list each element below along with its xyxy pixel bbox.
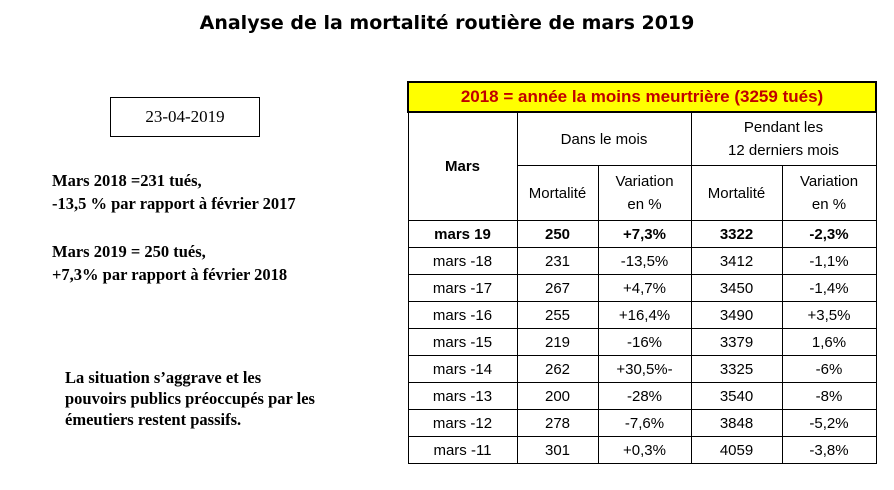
cell-var12: -1,1% — [782, 248, 876, 275]
cell-mort: 200 — [517, 383, 598, 410]
col-group-12-line1: Pendant les — [743, 119, 824, 136]
cell-label: mars 19 — [408, 221, 517, 248]
summary-2019 — [52, 240, 287, 286]
col-header-variation — [598, 166, 691, 221]
cell-var: +0,3% — [598, 437, 691, 464]
summary-2019-line: Mars 2019 = 250 tués, — [52, 242, 206, 261]
cell-label: mars -14 — [408, 356, 517, 383]
table-banner-row — [408, 82, 876, 112]
table-banner: 2018 = année la moins meurtrière (3259 tués) — [408, 82, 876, 112]
summary-2019-line: +7,3% par rapport à février 2018 — [52, 265, 288, 284]
cell-label: mars -16 — [408, 302, 517, 329]
cell-mort12: 3848 — [691, 410, 782, 437]
cell-var12: -8% — [782, 383, 876, 410]
table-row — [408, 275, 876, 302]
summary-2018-line: -13,5 % par rapport à février 2017 — [52, 194, 296, 213]
cell-label: mars -12 — [408, 410, 517, 437]
cell-mort12: 3540 — [691, 383, 782, 410]
cell-var12: -3,8% — [782, 437, 876, 464]
cell-mort12: 3412 — [691, 248, 782, 275]
cell-var12: -1,4% — [782, 275, 876, 302]
cell-label: mars -17 — [408, 275, 517, 302]
table-row — [408, 383, 876, 410]
col-group-month: Dans le mois — [517, 112, 691, 166]
cell-var12: -5,2% — [782, 410, 876, 437]
table-row — [408, 329, 876, 356]
cell-label: mars -13 — [408, 383, 517, 410]
cell-mort12: 3325 — [691, 356, 782, 383]
col-header-mortalite-12: Mortalité — [691, 166, 782, 221]
cell-mort: 255 — [517, 302, 598, 329]
col-header-mortalite: Mortalité — [517, 166, 598, 221]
col-header-variation-12 — [782, 166, 876, 221]
variation-12-line1: Variation — [799, 173, 859, 190]
cell-mort: 231 — [517, 248, 598, 275]
cell-var: +30,5%- — [598, 356, 691, 383]
cell-mort: 267 — [517, 275, 598, 302]
cell-mort12: 3490 — [691, 302, 782, 329]
cell-mort: 262 — [517, 356, 598, 383]
variation-12-line2: en % — [811, 196, 847, 213]
table-row — [408, 248, 876, 275]
table-row — [408, 221, 876, 248]
col-group-12-months — [691, 112, 876, 166]
variation-line1: Variation — [615, 173, 674, 190]
summary-2018 — [52, 169, 296, 215]
page-title: Analyse de la mortalité routière de mars 2019 — [199, 12, 695, 34]
cell-mort12: 3322 — [691, 221, 782, 248]
date-box: 23-04-2019 — [110, 97, 260, 137]
cell-var12: -2,3% — [782, 221, 876, 248]
table-body — [408, 221, 876, 464]
table-row — [408, 356, 876, 383]
cell-var12: +3,5% — [782, 302, 876, 329]
cell-var: +7,3% — [598, 221, 691, 248]
cell-label: mars -18 — [408, 248, 517, 275]
cell-mort12: 3450 — [691, 275, 782, 302]
cell-var: -7,6% — [598, 410, 691, 437]
cell-var: -16% — [598, 329, 691, 356]
table-row — [408, 302, 876, 329]
cell-mort: 219 — [517, 329, 598, 356]
cell-mort: 301 — [517, 437, 598, 464]
cell-var: +16,4% — [598, 302, 691, 329]
cell-label: mars -11 — [408, 437, 517, 464]
mortality-table — [407, 81, 877, 464]
comment-line: émeutiers restent passifs. — [65, 410, 242, 429]
col-header-mars: Mars — [408, 112, 517, 221]
variation-line2: en % — [627, 196, 662, 213]
cell-mort12: 4059 — [691, 437, 782, 464]
table-header-row — [408, 112, 876, 166]
table-row — [408, 437, 876, 464]
cell-mort: 278 — [517, 410, 598, 437]
cell-var: -13,5% — [598, 248, 691, 275]
comment-block — [65, 367, 315, 430]
cell-label: mars -15 — [408, 329, 517, 356]
table-row — [408, 410, 876, 437]
cell-var: -28% — [598, 383, 691, 410]
cell-mort: 250 — [517, 221, 598, 248]
cell-var12: 1,6% — [782, 329, 876, 356]
col-group-12-line2: 12 derniers mois — [728, 142, 839, 159]
comment-line: pouvoirs publics préoccupés par les — [65, 389, 315, 408]
cell-var12: -6% — [782, 356, 876, 383]
cell-var: +4,7% — [598, 275, 691, 302]
cell-mort12: 3379 — [691, 329, 782, 356]
summary-2018-line: Mars 2018 =231 tués, — [52, 171, 202, 190]
comment-line: La situation s’aggrave et les — [65, 368, 262, 387]
